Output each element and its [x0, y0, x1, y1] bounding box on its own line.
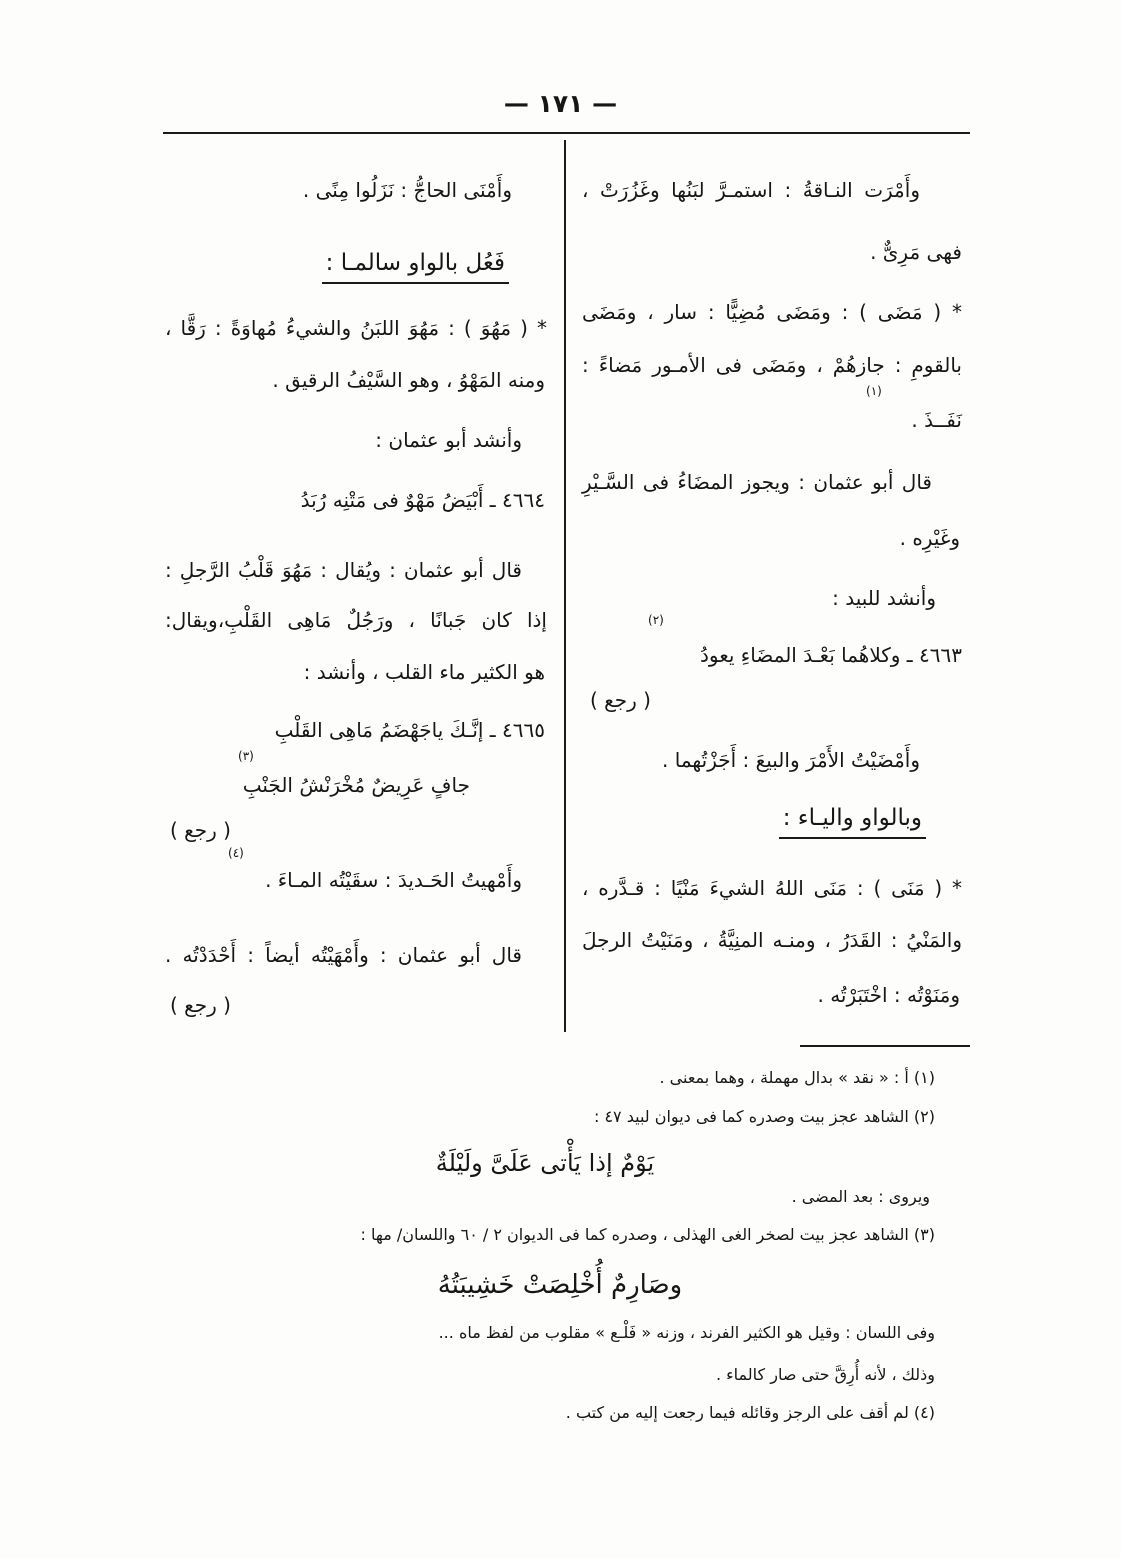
- text-line: وأنشد أبو عثمان :: [375, 428, 522, 452]
- text-line: والمَنْيُ : القَدَرُ ، ومنـه المنِيَّةُ ، ومَنَيْتُ الرجلَ: [582, 928, 962, 952]
- footnote-marker: (٤): [228, 846, 244, 860]
- text-line: قال أبو عثمان : ويجوز المضَاءُ فى السَّـيْرِ: [582, 470, 932, 494]
- footnote-3-verse: وصَارِمٌ أُخْلِصَتْ خَشِيبَتُهُ: [437, 1270, 683, 1300]
- footnote-3-comment: وفى اللسان : وقيل هو الكثير الفرند ، وزنه « فَلْـع » مقلوب من لفظ ماه ...: [438, 1323, 935, 1342]
- rajaz-tag: ( رجع ): [590, 688, 651, 712]
- verse-line: ٤٦٦٤ ـ أَبْيَضُ مَهْوٌ فى مَتْنِه رُبَدُ: [300, 488, 545, 512]
- footnote-2: (٢) الشاهد عجز بيت وصدره كما فى ديوان لبيد ٤٧ :: [593, 1107, 935, 1126]
- text-line: وأَمْضَيْتُ الأَمْرَ والبيعَ : أَجَزْتُهما .: [662, 748, 920, 772]
- column-divider: [564, 140, 566, 1032]
- rajaz-tag: ( رجع ): [170, 818, 231, 842]
- footnote-rule: [800, 1045, 970, 1047]
- text-line: بالقومِ : جازهُمْ ، ومَضَى فى الأمـور مَضاءً :: [582, 353, 962, 377]
- footnote-3: (٣) الشاهد عجز بيت لصخر الغى الهذلى ، وصدره كما فى الديوان ٢ / ٦٠ واللسان/ مها :: [360, 1225, 935, 1244]
- entry-line-mana: * ( مَنَى ) : مَنَى اللهُ الشيءَ مَنْيًا : قـدَّره ،: [582, 876, 962, 900]
- verse-line: ٤٦٦٣ ـ وكلاهُما بَعْـدَ المضَاءِ يعودُ: [699, 643, 962, 667]
- footnote-marker: (٣): [238, 749, 254, 763]
- footnote-1: (١) أ : « نقد » بدال مهملة ، وهما بمعنى .: [659, 1068, 935, 1087]
- verse-line: ٤٦٦٥ ـ إنَّـكَ ياجَهْضَمُ مَاهِى القَلْبِ: [274, 718, 545, 742]
- footnote-3-comment-cont: وذلك ، لأنه أُرِقَّ حتى صار كالماء .: [715, 1365, 935, 1384]
- text-line: وأَمْرَت النـاقةُ : استمـرَّ لبَنُها وغَزُرَتْ ،: [582, 178, 920, 202]
- verse-line: جافٍ عَرِيضٌ مُخْرَنْشُ الجَنْبِ: [242, 773, 470, 797]
- footnote-4: (٤) لم أقف على الرجز وقائله فيما رجعت إليه من كتب .: [565, 1403, 935, 1422]
- section-heading: وبالواو واليـاء :: [779, 801, 926, 839]
- text-line: ومنه المَهْوُ ، وهو السَّيْفُ الرقيق .: [272, 368, 545, 392]
- text-line: قال أبو عثمان : ويُقال : مَهُوَ قَلْبُ الرَّجلِ :: [165, 558, 522, 582]
- text-line: إذا كان جَبانًا ، ورَجُلٌ مَاهِى القَلْبِ،ويقال:: [165, 608, 547, 632]
- page-number: — ١٧١ —: [503, 89, 618, 118]
- section-heading-wrap: [165, 243, 547, 283]
- text-line: ومَنَوْتُه : اخْتَبَرْتُه .: [817, 983, 960, 1007]
- text-line: وأَمْنَى الحاجُّ : نَزَلُوا مِنًى .: [302, 178, 512, 202]
- footnote-2-variant: ويروى : بعد المضى .: [791, 1187, 930, 1206]
- rajaz-tag: ( رجع ): [170, 993, 231, 1017]
- footnote-2-verse: يَوْمٌ إذا يَأْتى عَلَىَّ ولَيْلَةٌ: [435, 1149, 655, 1177]
- section-heading: فَعُل بالواو سالمـا :: [322, 246, 509, 284]
- footnote-marker: (١): [866, 384, 882, 398]
- header-rule: [163, 132, 970, 134]
- entry-line-mada: * ( مَضَى ) : ومَضَى مُضِيًّا : سار ، ومَضَى: [582, 300, 962, 324]
- footnote-marker: (٢): [648, 613, 664, 627]
- text-line: وأنشد للبيد :: [832, 586, 936, 610]
- text-line: قال أبو عثمان : وأَمْهَيْتُه أيضاً : أَحْدَدْتُه .: [165, 943, 522, 967]
- text-line: نَفَــذَ .: [911, 408, 962, 432]
- entry-line-mahuwa: * ( مَهُوَ ) : مَهُوَ اللبَنُ والشيءُ مُهاوَةً : رَقَّا ،: [165, 316, 547, 340]
- text-line: وغَيْرِه .: [899, 526, 960, 550]
- text-line: هو الكثير ماء القلب ، وأنشد :: [303, 660, 545, 684]
- section-heading-wrap: [582, 798, 962, 838]
- text-line: وأَمْهيتُ الحَـديدَ : سقَيْتُه المـاءَ .: [265, 868, 522, 892]
- text-line: فهى مَرِىٌّ .: [870, 240, 962, 264]
